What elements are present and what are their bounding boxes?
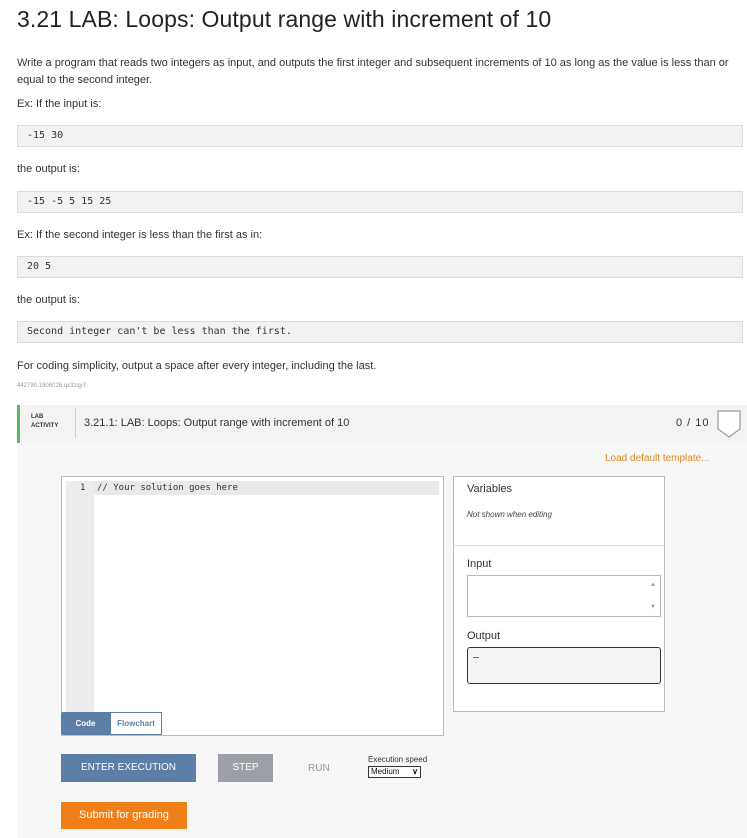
example2-output: Second integer can't be less than the first. [17, 321, 743, 343]
panel-separator [454, 545, 664, 546]
lab-score: 0 / 10 [676, 417, 710, 429]
load-template-link[interactable]: Load default template... [605, 453, 710, 464]
code-line[interactable]: // Your solution goes here [97, 483, 238, 493]
run-button[interactable]: RUN [308, 763, 330, 774]
lab-activity-header [17, 405, 747, 443]
shield-icon [716, 409, 742, 439]
output-label: Output [467, 630, 501, 642]
description: Write a program that reads two integers as input, and outputs the first integer and subsequent increments of 10 as long as the value is less than or equal to the second integer. [17, 57, 729, 86]
side-panel [453, 476, 665, 712]
program-output-box [467, 647, 661, 684]
line-number: 1 [80, 483, 86, 493]
page-title: 3.21 LAB: Loops: Output range with increment of 10 [17, 6, 552, 32]
program-input-field[interactable] [467, 575, 661, 617]
enter-execution-button[interactable]: ENTER EXECUTION [61, 754, 196, 782]
coding-note: For coding simplicity, output a space after every integer, including the last. [17, 360, 377, 372]
lab-activity-tag [31, 413, 58, 431]
header-divider [75, 408, 76, 438]
example1-input: -15 30 [17, 125, 743, 147]
lab-tag-line1: LAB [31, 414, 44, 420]
chevron-down-icon: ∨ [412, 767, 418, 776]
example1-label: Ex: If the input is: [17, 98, 102, 110]
code-editor[interactable] [61, 476, 444, 736]
lab-title: 3.21.1: LAB: Loops: Output range with increment of 10 [84, 417, 350, 429]
input-label: Input [467, 558, 492, 570]
example2-label: Ex: If the second integer is less than the first as in: [17, 229, 263, 241]
example2-input: 20 5 [17, 256, 743, 278]
example1-output: -15 -5 5 15 25 [17, 191, 743, 213]
speed-selected-value: Medium [371, 767, 400, 776]
line-gutter [66, 481, 94, 731]
execution-speed-label: Execution speed [368, 755, 428, 764]
tab-flowchart[interactable]: Flowchart [110, 712, 162, 735]
submit-for-grading-button[interactable]: Submit for grading [61, 802, 187, 829]
scroll-up-icon[interactable]: ▲ [650, 582, 656, 588]
example1-output-label: the output is: [17, 163, 80, 175]
variables-label: Variables [467, 483, 513, 495]
example2-output-label: the output is: [17, 294, 80, 306]
execution-speed-select[interactable] [368, 766, 421, 778]
tab-code[interactable]: Code [61, 712, 110, 735]
activity-id: 442790.1906026.qx3zqy7 [17, 383, 87, 389]
step-button[interactable]: STEP [218, 754, 273, 782]
scroll-down-icon[interactable]: ▼ [650, 604, 656, 610]
output-cursor [473, 657, 479, 658]
lab-tag-line2: ACTIVITY [31, 423, 59, 429]
variables-note: Not shown when editing [467, 510, 552, 519]
